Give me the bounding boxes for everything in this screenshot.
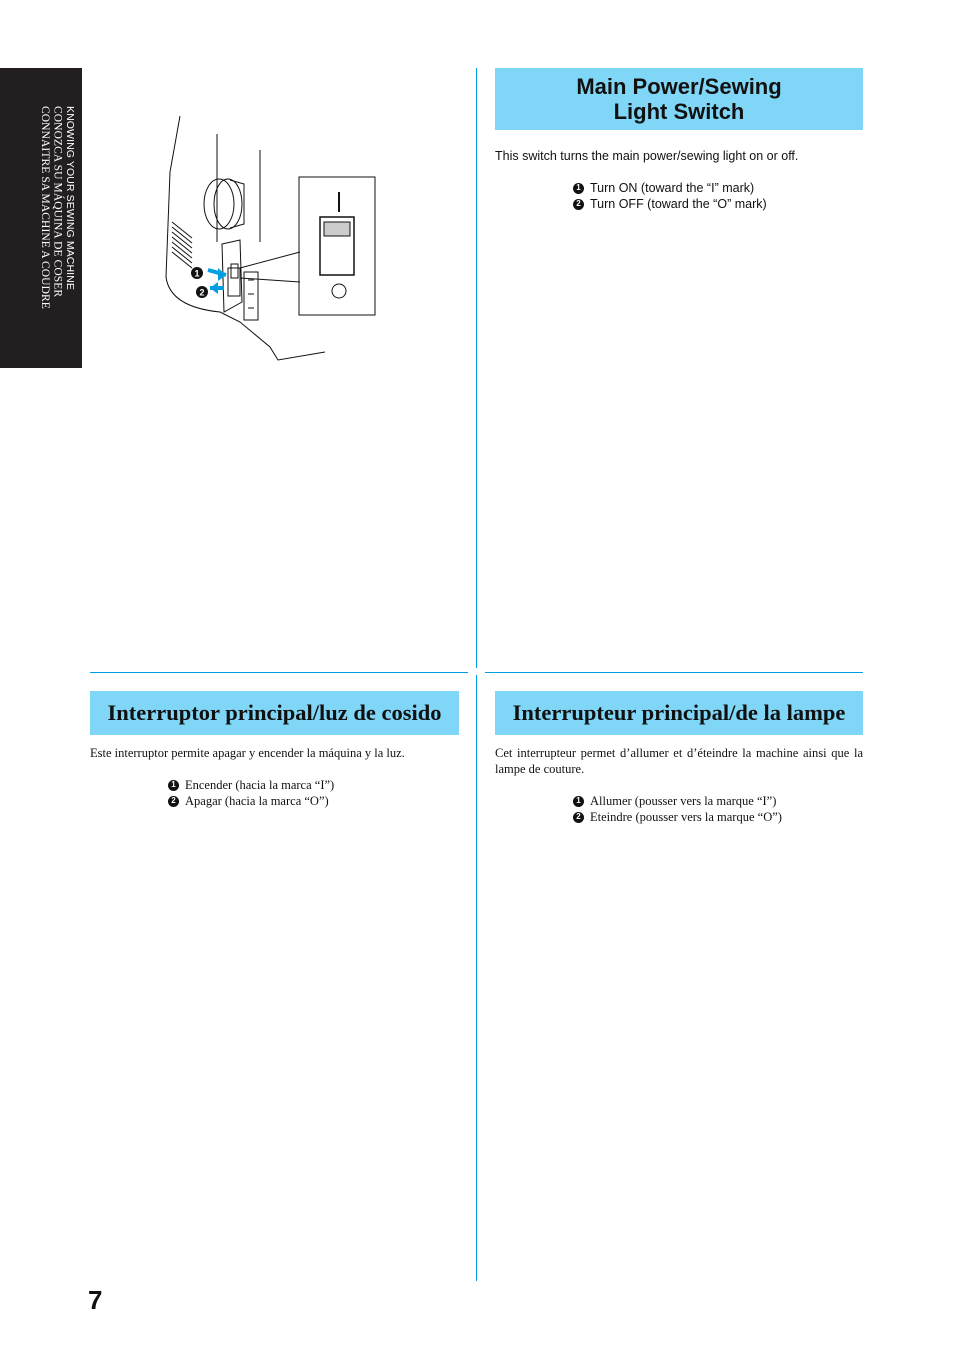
spanish-title: Interruptor principal/luz de cosido: [107, 700, 442, 725]
side-tab-text: [36, 106, 76, 336]
french-title: Interrupteur principal/de la lampe: [512, 700, 846, 725]
column-divider-top: [476, 68, 477, 668]
french-step-2: [573, 809, 782, 825]
spanish-steps: [168, 777, 334, 809]
english-title: Main Power/Sewing Light Switch: [576, 74, 782, 124]
side-tab-line-es: CONOZCA SU MÁQUINA DE COSER: [51, 106, 64, 298]
spanish-step-1: [168, 777, 334, 793]
side-tab-line-en: KNOWING YOUR SEWING MACHINE: [64, 106, 76, 290]
section-rule-left: [90, 672, 468, 673]
side-tab-line-fr: CONNAITRE SA MACHINE A COUDRE: [39, 106, 51, 309]
spanish-step-2: [168, 793, 334, 809]
step-number-badge: 1: [168, 780, 179, 791]
english-heading: [495, 68, 863, 130]
callout-1-label: 1: [194, 268, 200, 279]
french-step-2-text: Eteindre (pousser vers la marque “O”): [590, 810, 782, 824]
section-rule-right: [485, 672, 863, 673]
switch-illustration: [160, 112, 390, 367]
step-number-badge: 2: [573, 199, 584, 210]
english-step-1-text: Turn ON (toward the “I” mark): [590, 181, 755, 195]
english-steps: [573, 180, 767, 212]
step-number-badge: 1: [573, 796, 584, 807]
spanish-step-2-text: Apagar (hacia la marca “O”): [185, 794, 329, 808]
spanish-step-1-text: Encender (hacia la marca “I”): [185, 778, 335, 792]
french-heading: [495, 691, 863, 735]
french-description: Cet interrupteur permet d’allumer et d’éteindre la machine ainsi que la lampe de couture.: [495, 746, 863, 776]
step-number-badge: 2: [168, 796, 179, 807]
english-step-2-text: Turn OFF (toward the “O” mark): [590, 197, 767, 211]
english-step-1: [573, 180, 767, 196]
spanish-description: Este interruptor permite apagar y encender la máquina y la luz.: [90, 746, 405, 760]
step-number-badge: 2: [573, 812, 584, 823]
step-number-badge: 1: [573, 183, 584, 194]
english-step-2: [573, 196, 767, 212]
french-step-1: [573, 793, 782, 809]
page-number: 7: [88, 1285, 103, 1315]
callout-2-label: 2: [199, 287, 205, 298]
french-step-1-text: Allumer (pousser vers la marque “I”): [590, 794, 777, 808]
spanish-heading: [90, 691, 459, 735]
english-description: This switch turns the main power/sewing light on or off.: [495, 149, 799, 163]
french-steps: [573, 793, 782, 825]
column-divider-bottom: [476, 675, 477, 1281]
